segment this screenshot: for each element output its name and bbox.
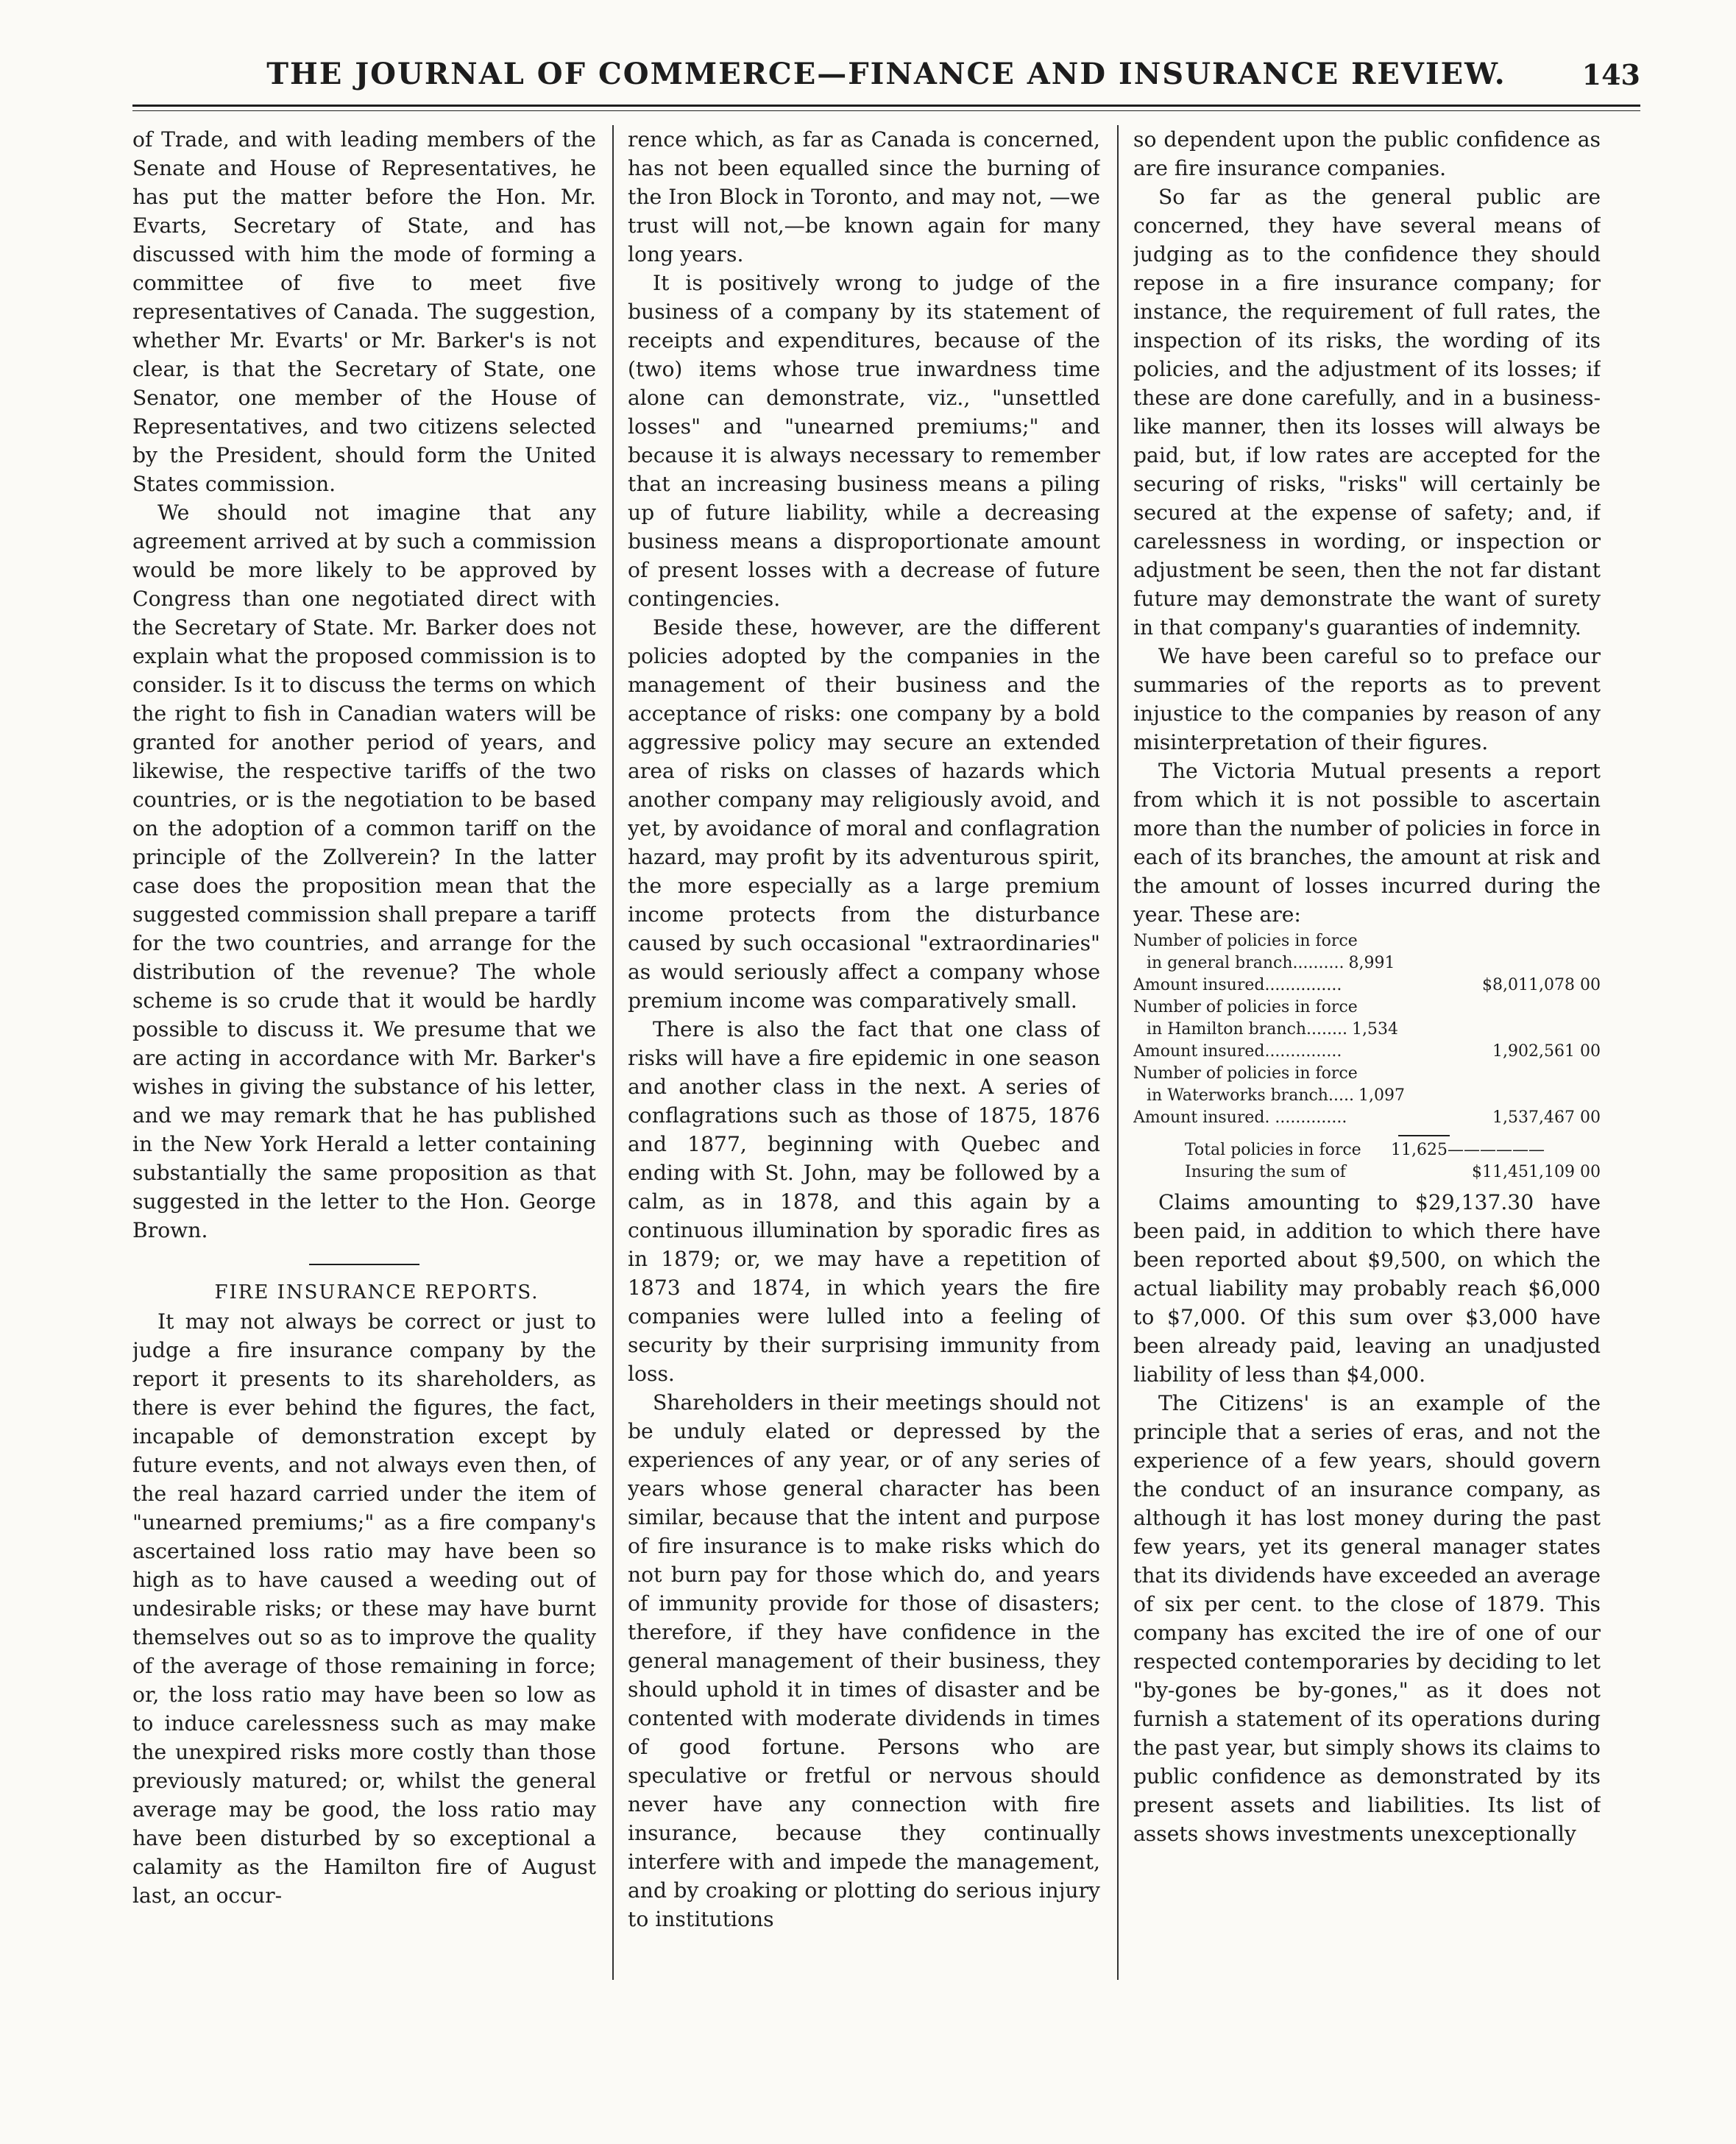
column-divider <box>1117 125 1119 1980</box>
stat-label: Number of policies in force <box>1133 1064 1358 1083</box>
page-title: THE JOURNAL OF COMMERCE—FINANCE AND INSURANCE REVIEW. <box>266 57 1506 91</box>
paragraph: Beside these, however, are the different policies adopted by the companies in the management of their business and the acceptance of risks: one company by a bold aggressive policy may secure an extended area of risks on classes of hazards which another company may religiously avoid, and yet, by avoidance of moral and conflagration hazard, may profit by its adventurous spirit, the more especially as a large premium income protects from the disturbance caused by such occasional "extraordinaries" as would seriously affect a company whose premium income was comparatively small. <box>628 615 1100 1013</box>
stat-label: Amount insured............... <box>1133 1042 1342 1061</box>
sum-label: Insuring the sum of <box>1185 1163 1346 1181</box>
stat-label: in Waterworks branch..... <box>1147 1086 1354 1105</box>
paragraph: of Trade, and with leading members of the Senate and House of Representatives, he has put the matter before the Hon. Mr. Evarts, Secretary of State, and has discussed with him the mode of forming a committee of five to meet five representatives of Canada. The suggestion, whether Mr. Evarts' or Mr. Barker's is not clear, is that the Secretary of State, one Senator, one member of the House of Representatives, and two citizens selected by the President, should form the United States commission. <box>132 127 596 496</box>
paragraph: There is also the fact that one class of risks will have a fire epidemic in one season and another class in the next. A series of conflagrations such as those of 1875, 1876 and 1877, beginning with Quebec and ending with St. John, may be followed by a calm, as in 1878, and this again by a continuous illumination by sporadic fires as in 1879; or, we may have a repetition of 1873 and 1874, in which years the fire companies were lulled into a feeling of security by their surprising immunity from loss. <box>628 1017 1100 1386</box>
stat-amount: 1,902,561 00 <box>1492 1042 1601 1061</box>
stat-label: Number of policies in force <box>1133 998 1358 1016</box>
paragraph: Shareholders in their meetings should not be unduly elated or depressed by the experiences of any year, or of any series of years whose general character has been similar, because that the intent and purpose of fire insurance is to make risks which do not burn pay for those which do, and years of immunity provide for those of disasters; therefore, if they have confidence in the general management of their business, they should uphold it in times of disaster and be contented with moderate dividends in times of good fortune. Persons who are speculative or fretful or nervous should never have any connection with fire insurance, because they continually interfere with and impede the management, and by croaking or plotting do serious injury to institutions <box>628 1390 1100 1931</box>
paragraph: It is positively wrong to judge of the business of a company by its statement of receipts and expenditures, because of the (two) items whose true inwardness time alone can demonstrate, viz., "unsettled losses" and "unearned premiums;" and because it is always necessary to remember that an increasing business means a piling up of future liability, while a decreasing business means a disproportionate amount of present losses with a decrease of future contingencies. <box>628 271 1100 611</box>
column-divider <box>612 125 614 1980</box>
paragraph: The Victoria Mutual presents a report from which it is not possible to ascertain more than the number of policies in force in each of its branches, the amount at risk and the amount of losses incurred during the year. These are: <box>1133 759 1601 927</box>
stat-row <box>1133 1107 1601 1129</box>
stat-count: 8,991 <box>1348 954 1395 972</box>
column-2 <box>628 125 1100 1980</box>
paragraph: rence which, as far as Canada is concerned, has not been equalled since the burning of the Iron Block in Toronto, and may not, —we trust will not,—be known again for many long years. <box>628 127 1100 266</box>
stat-label: in general branch.......... <box>1147 954 1344 972</box>
stat-label: in Hamilton branch........ <box>1147 1020 1348 1039</box>
total-row <box>1133 1161 1601 1184</box>
stat-row <box>1133 1019 1601 1041</box>
total-label: Total policies in force <box>1185 1141 1361 1159</box>
paragraph: The Citizens' is an example of the principle that a series of eras, and not the experience of a few years, should govern the conduct of an insurance company, as although it has lost money during the past few years, yet its general manager states that its dividends have exceeded an average of six per cent. to the close of 1879. This company has excited the ire of one of our respected contemporaries by deciding to let "by-gones be by-gones," as it does not furnish a statement of its operations during the past year, but simply shows its claims to public confidence as demonstrated by its present assets and liabilities. Its list of assets shows investments unexceptionally <box>1133 1391 1601 1846</box>
running-head <box>132 53 1640 105</box>
stat-label: Amount insured. .............. <box>1133 1108 1347 1127</box>
stat-row <box>1133 997 1601 1019</box>
paragraph: so dependent upon the public confidence as are fire insurance companies. <box>1133 127 1601 180</box>
total-rule <box>1398 1135 1450 1136</box>
stat-amount: $8,011,078 00 <box>1482 976 1601 994</box>
stat-row <box>1133 1085 1601 1107</box>
stat-amount: 1,537,467 00 <box>1492 1108 1601 1127</box>
paragraph: We have been careful so to preface our summaries of the reports as to prevent injustice to the companies by reason of any misinterpretation of their figures. <box>1133 644 1601 754</box>
header-rule <box>132 105 1640 107</box>
stat-count: 1,534 <box>1352 1020 1398 1039</box>
sum-amount: $11,451,109 00 <box>1472 1163 1601 1181</box>
stat-row <box>1133 930 1601 952</box>
stat-row <box>1133 952 1601 974</box>
paragraph: We should not imagine that any agreement arrived at by such a commission would be more likely to be approved by Congress than one negotiated direct with the Secretary of State. Mr. Barker does not explain what the proposed commission is to consider. Is it to discuss the terms on which the right to fish in Canadian waters will be granted for another period of years, and likewise, the respective tariffs of the two countries, or is the negotiation to be based on the adoption of a common tariff on the principle of the Zollverein? In the latter case does the proposition mean that the suggested commission shall prepare a tariff for the two countries, and arrange for the distribution of the revenue? The whole scheme is so crude that it would be hardly possible to discuss it. We presume that we are acting in accordance with Mr. Barker's wishes in giving the substance of his letter, and we may remark that he has published in the New York Herald a letter containing substantially the same proposition as that suggested in the letter to the Hon. George Brown. <box>132 500 596 1242</box>
page-number: 143 <box>1581 58 1640 91</box>
paragraph: It may not always be correct or just to judge a fire insurance company by the report it presents to its shareholders, as there is ever behind the figures, the fact, incapable of demonstration except by future events, and not always even then, of the real hazard carried under the item of "unearned premiums;" as a fire company's ascertained loss ratio may have been so high as to have caused a weeding out of undesirable risks; or these may have burnt themselves out so as to improve the quality of the average of those remaining in force; or, the loss ratio may have been so low as to induce carelessness such as may make the unexpired risks more costly than those previously matured; or, whilst the general average may be good, the loss ratio may have been disturbed by so exceptional a calamity as the Hamilton fire of August last, an occur- <box>132 1309 596 1908</box>
column-1 <box>132 125 596 1980</box>
stat-row <box>1133 1041 1601 1063</box>
stat-count: 1,097 <box>1358 1086 1405 1105</box>
stat-row <box>1133 974 1601 997</box>
section-divider <box>309 1264 419 1265</box>
stat-label: Number of policies in force <box>1133 932 1358 950</box>
paragraph: So far as the general public are concerned, they have several means of judging as to the confidence they should repose in a fire insurance company; for instance, the requirement of full rates, the inspection of its risks, the wording of its policies, and the adjustment of its losses; if these are done carefully, and in a business-like manner, then its losses will always be paid, but, if low rates are accepted for the securing of risks, "risks" will certainly be secured at the expense of safety; and, if carelessness in wording, or inspection or adjustment be seen, then the not far distant future may demonstrate the want of surety in that company's guaranties of indemnity. <box>1133 185 1601 640</box>
header-rule-thin <box>132 110 1640 111</box>
stat-row <box>1133 1063 1601 1085</box>
column-3 <box>1133 125 1601 1980</box>
section-heading: FIRE INSURANCE REPORTS. <box>214 1281 539 1303</box>
total-row <box>1133 1139 1601 1161</box>
total-count: 11,625—————— <box>1391 1141 1545 1159</box>
stat-label: Amount insured............... <box>1133 976 1342 994</box>
policy-statistics-table <box>1133 930 1601 1184</box>
paragraph: Claims amounting to $29,137.30 have been paid, in addition to which there have been reported about $9,500, on which the actual liability may probably reach $6,000 to $7,000. Of this sum over $3,000 have been already paid, leaving an unadjusted liability of less than $4,000. <box>1133 1190 1601 1387</box>
